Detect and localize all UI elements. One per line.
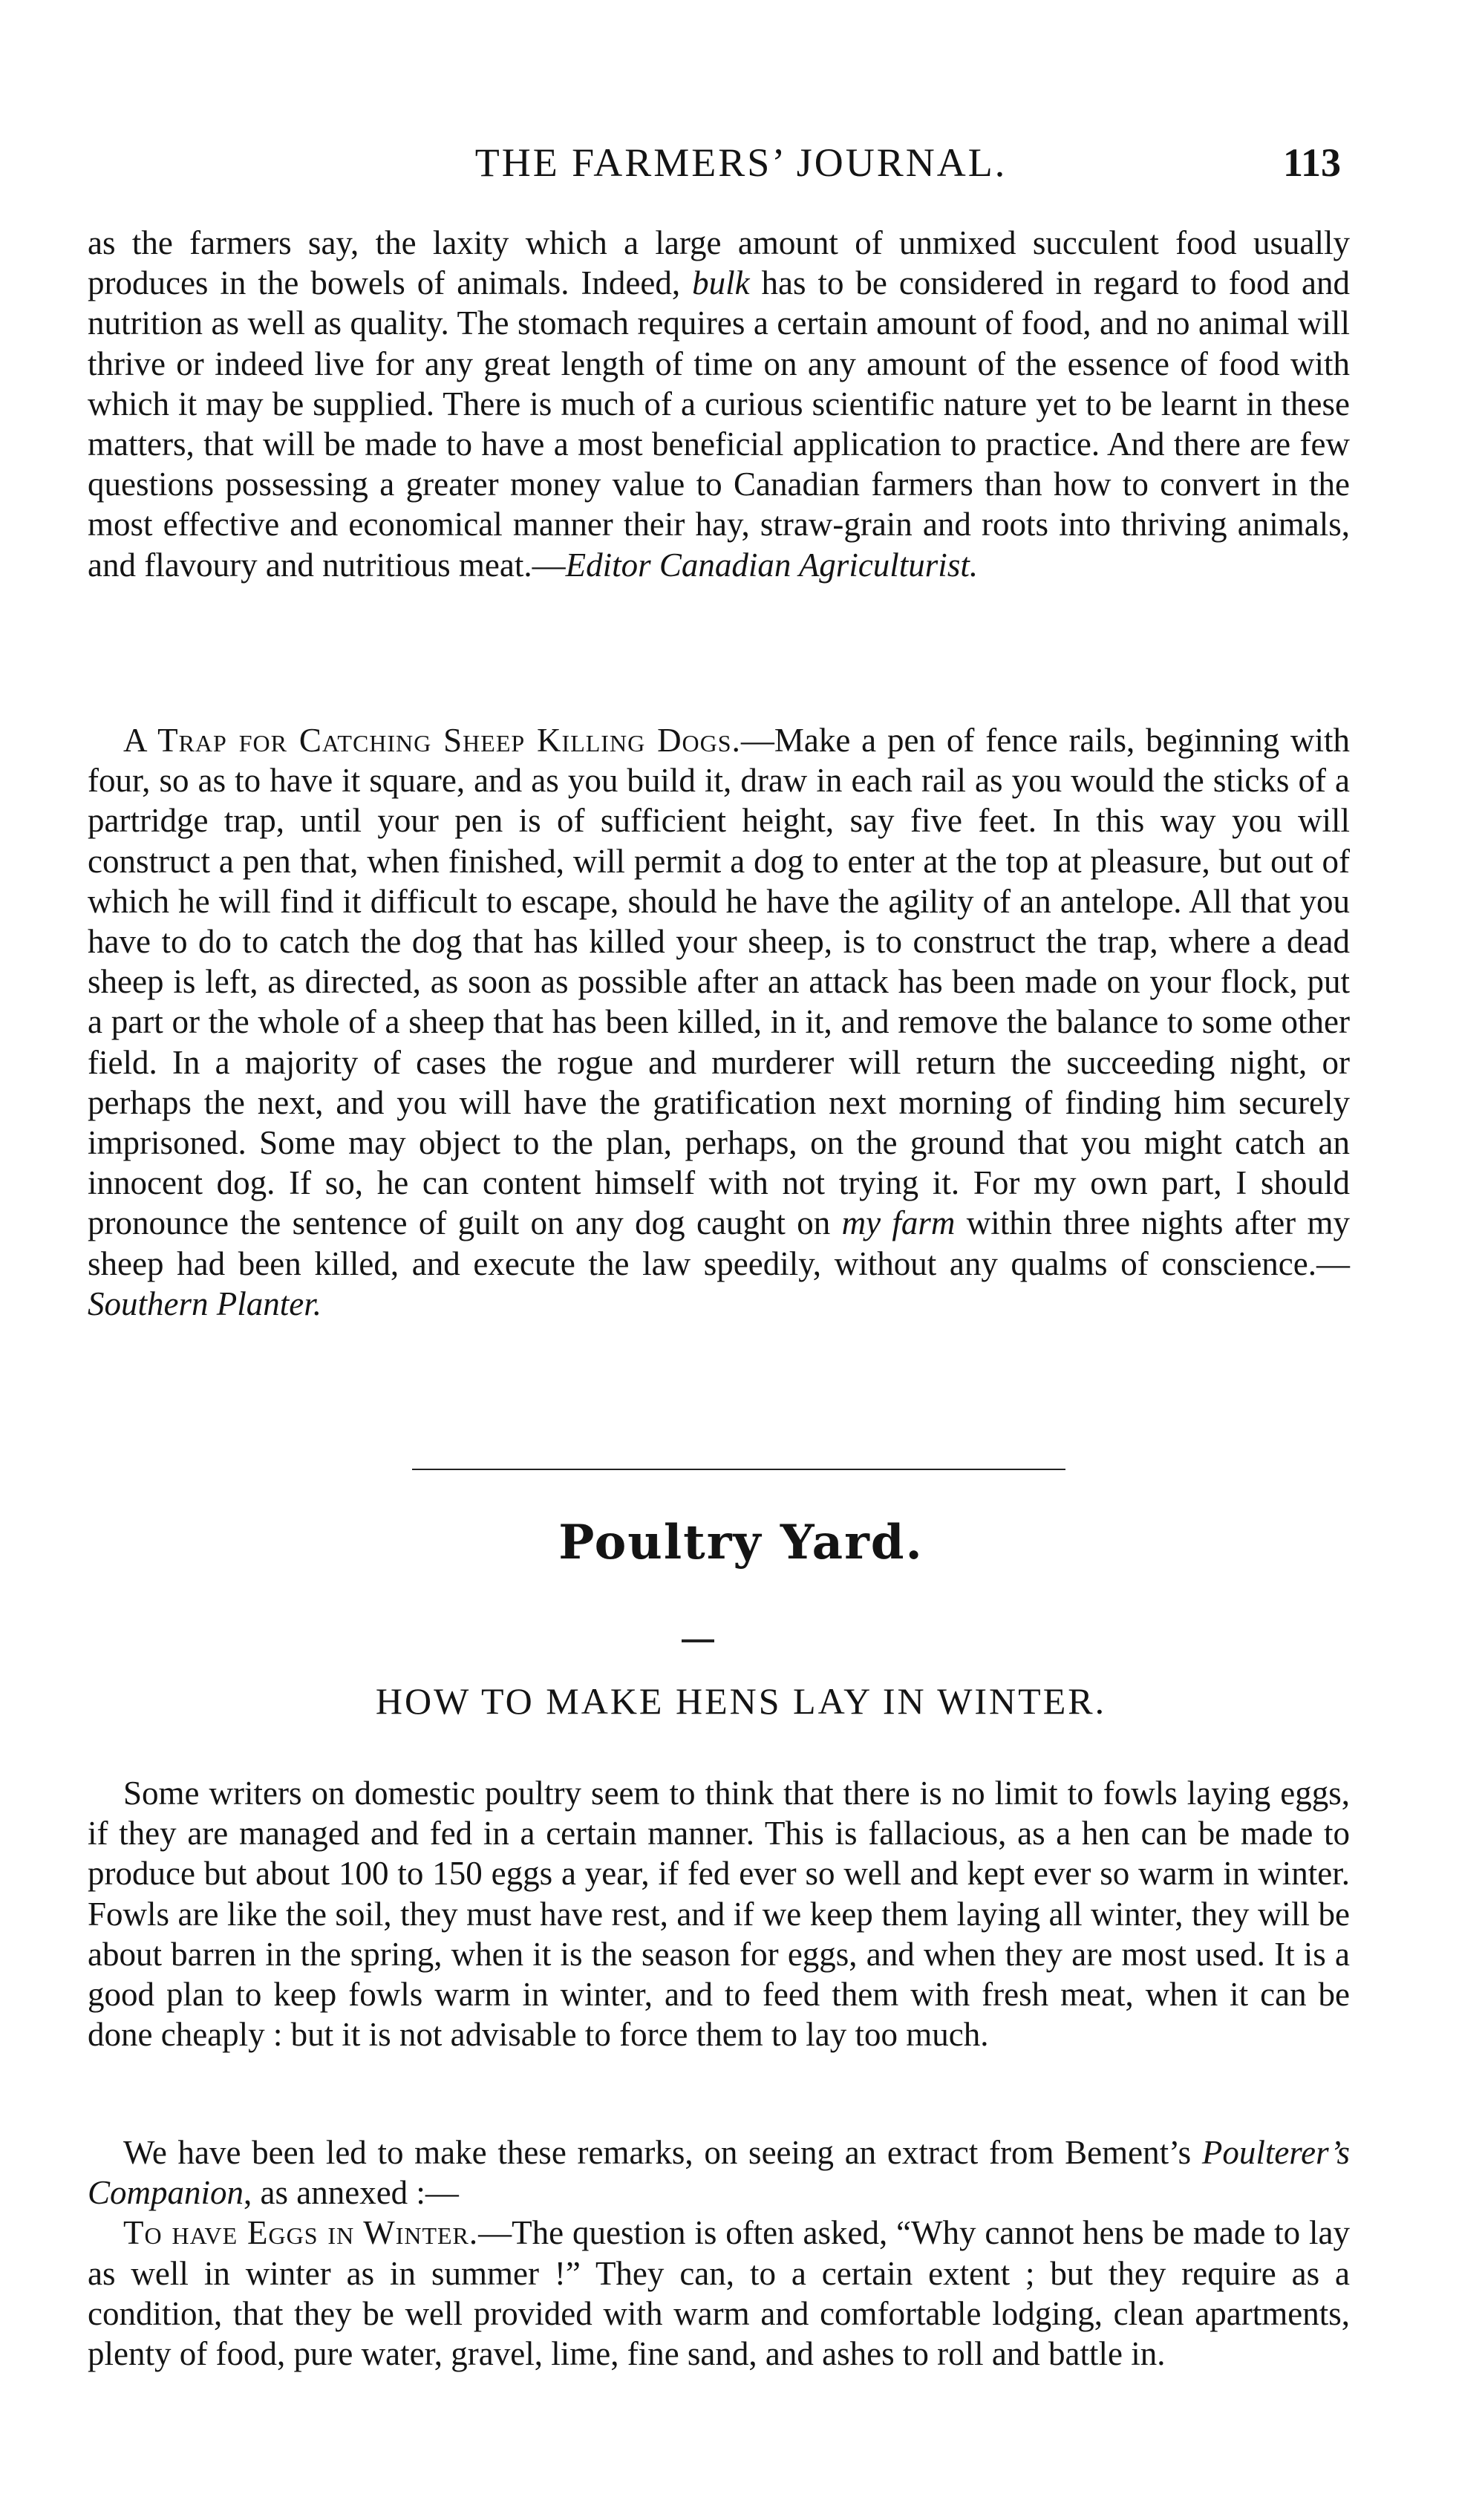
emphasis-my-farm: my farm bbox=[841, 1204, 956, 1242]
article-sheep-dog-trap bbox=[88, 720, 1350, 1324]
article-text: —Make a pen of fence rails, beginning with four, so as to have it square, and as you build it, draw in each rail as you would the sticks of a partridge trap, until your pen is of sufficient height, say five feet. In this way you will construct a pen that, when finished, will permit a dog to enter at the top at pleasure, but out of which he will find it difficult to escape, should he have the agility of an antelope. All that you have to do to catch the dog that has killed your sheep, is to construct the trap, where a dead sheep is left, as directed, as soon as possible after an attack has been made on your flock, put a part or the whole of a sheep that has been killed, in it, and remove the balance to some other field. In a majority of cases the rogue and murderer will return the succeeding night, or perhaps the next, and you will have the gratification next morning of finding him securely imprisoned. Some may object to the plan, perhaps, on the ground that you might catch an innocent dog. If so, he can content himself with not trying it. For my own part, I should pronounce the sentence of guilt on any dog caught on bbox=[88, 722, 1350, 1242]
article-title: To have Eggs in Winter. bbox=[123, 2214, 479, 2252]
article-text: , as annexed :— bbox=[244, 2174, 459, 2212]
article-continued-feeding bbox=[88, 223, 1350, 585]
article-hens-winter bbox=[88, 1773, 1350, 2054]
page-number: 113 bbox=[1282, 140, 1341, 185]
article-paragraph bbox=[88, 2132, 1350, 2213]
article-paragraph bbox=[88, 223, 1350, 585]
article-text: within three nights after my sheep had been killed, and execute the law speedily, without any qualms of conscience.— bbox=[88, 1204, 1350, 1282]
section-divider bbox=[412, 1469, 1065, 1470]
emphasis-bulk: bulk bbox=[692, 264, 750, 302]
article-title: A Trap for Catching Sheep Killing Dogs. bbox=[123, 722, 741, 759]
article-text: as the farmers say, the laxity which a large amount of unmixed succulent food usually produces in the bowels of animals. Indeed, bbox=[88, 224, 1350, 302]
article-paragraph bbox=[88, 720, 1350, 1324]
article-paragraph bbox=[88, 1773, 1350, 2054]
article-paragraph bbox=[88, 2213, 1350, 2374]
book-title: Poulterer’s Companion bbox=[88, 2134, 1350, 2212]
article-bement-extract bbox=[88, 2132, 1350, 2374]
article-text: Some writers on domestic poultry seem to think that there is no limit to fowls laying eggs, if they are managed and fed in a certain manner. This is fallacious, as a hen can be made to produce but about 100 to 150 eggs a year, if fed ever so well and kept ever so warm in winter. Fowls are like the soil, they must have rest, and if we keep them laying all winter, they will be about barren in the spring, when it is the season for eggs, and when they are most used. It is a good plan to keep fowls warm in winter, and to feed them with fresh meat, when it can be done cheaply : but it is not advisable to force them to lay too much. bbox=[88, 1775, 1350, 2054]
article-source: Southern Planter. bbox=[88, 1285, 321, 1322]
article-source: Editor Canadian Agriculturist. bbox=[565, 546, 979, 584]
page-header bbox=[0, 140, 1482, 199]
article-text: We have been led to make these remarks, on seeing an extract from Bement’s bbox=[123, 2134, 1202, 2171]
article-text: —The question is often asked, “Why cannot hens be made to lay as well in winter as in summer !” They can, to a certain extent ; but they require as a condition, that they be well provided with warm and comfortable lodging, clean apartments, plenty of food, pure water, gravel, lime, fine sand, and ashes to roll and battle in. bbox=[88, 2214, 1350, 2373]
title-dash bbox=[682, 1639, 714, 1642]
article-heading: HOW TO MAKE HENS LAY IN WINTER. bbox=[375, 1680, 1107, 1722]
section-title: Poultry Yard. bbox=[558, 1515, 924, 1570]
running-title: THE FARMERS’ JOURNAL. bbox=[474, 140, 1008, 185]
article-text: has to be considered in regard to food and nutrition as well as quality. The stomach requires a certain amount of food, and no animal will thrive or indeed live for any great length of time on any amount of the essence of food with which it may be supplied. There is much of a curious scientific nature yet to be learnt in these matters, that will be made to have a most beneficial application to practice. And there are few questions possessing a greater money value to Canadian farmers than how to convert in the most effective and economical manner their hay, straw-grain and roots into thriving animals, and flavoury and nutritious meat.— bbox=[88, 264, 1350, 584]
